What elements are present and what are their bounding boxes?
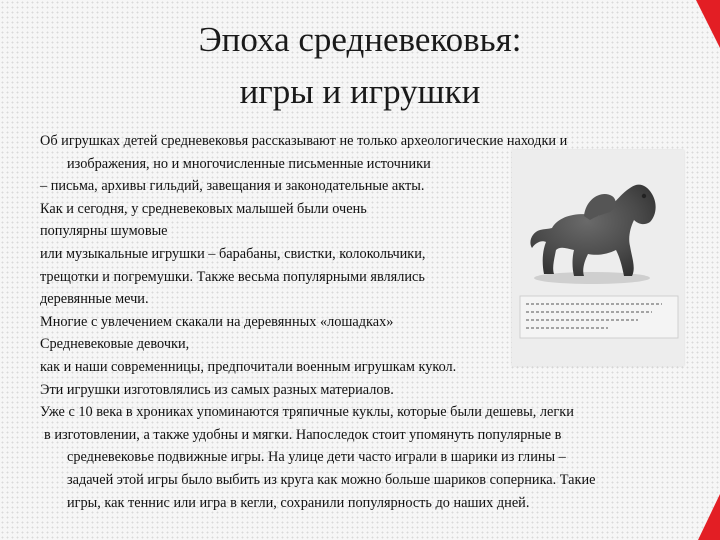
title-line-2: игры и игрушки [239, 72, 481, 111]
body-line: задачей этой игры было выбить из круга как можно больше шариков соперника. Такие [67, 471, 596, 488]
body-line: в изготовлении, а также удобны и мягки. Напоследок стоит упомянуть популярные в [44, 426, 562, 443]
body-line: Уже с 10 века в хрониках упоминаются тряпичные куклы, которые были дешевы, легки [40, 404, 574, 421]
body-line: Об игрушках детей средневековья рассказывают не только археологические находки и [40, 133, 568, 149]
slide-body-text [40, 130, 690, 514]
body-line: Эти игрушки изготовлялись из самых разных материалов. [40, 381, 394, 398]
body-line: Средневековые девочки, [40, 336, 190, 353]
title-line-1: Эпоха средневековья: [198, 20, 522, 59]
red-corner-bottom [698, 494, 720, 540]
body-line: деревянные мечи. [40, 291, 149, 308]
red-corner-top [696, 0, 720, 48]
body-line: популярны шумовые [40, 223, 168, 240]
body-line: Многие с увлечением скакали на деревянных «лошадках» [40, 313, 394, 330]
body-line: или музыкальные игрушки – барабаны, свистки, колокольчики, [40, 245, 426, 262]
body-line: трещотки и погремушки. Также весьма популярными являлись [40, 268, 425, 285]
body-line: игры, как теннис или игра в кегли, сохранили популярность до наших дней. [67, 494, 530, 511]
slide-title [120, 14, 600, 118]
body-line: как и наши современницы, предпочитали военным игрушкам кукол. [40, 358, 457, 375]
body-line: – письма, архивы гильдий, завещания и законодательные акты. [40, 178, 425, 195]
body-line: Как и сегодня, у средневековых малышей были очень [40, 200, 367, 217]
body-line: средневековье подвижные игры. На улице дети часто играли в шарики из глины – [67, 449, 566, 466]
body-line: изображения, но и многочисленные письменные источники [67, 155, 431, 172]
